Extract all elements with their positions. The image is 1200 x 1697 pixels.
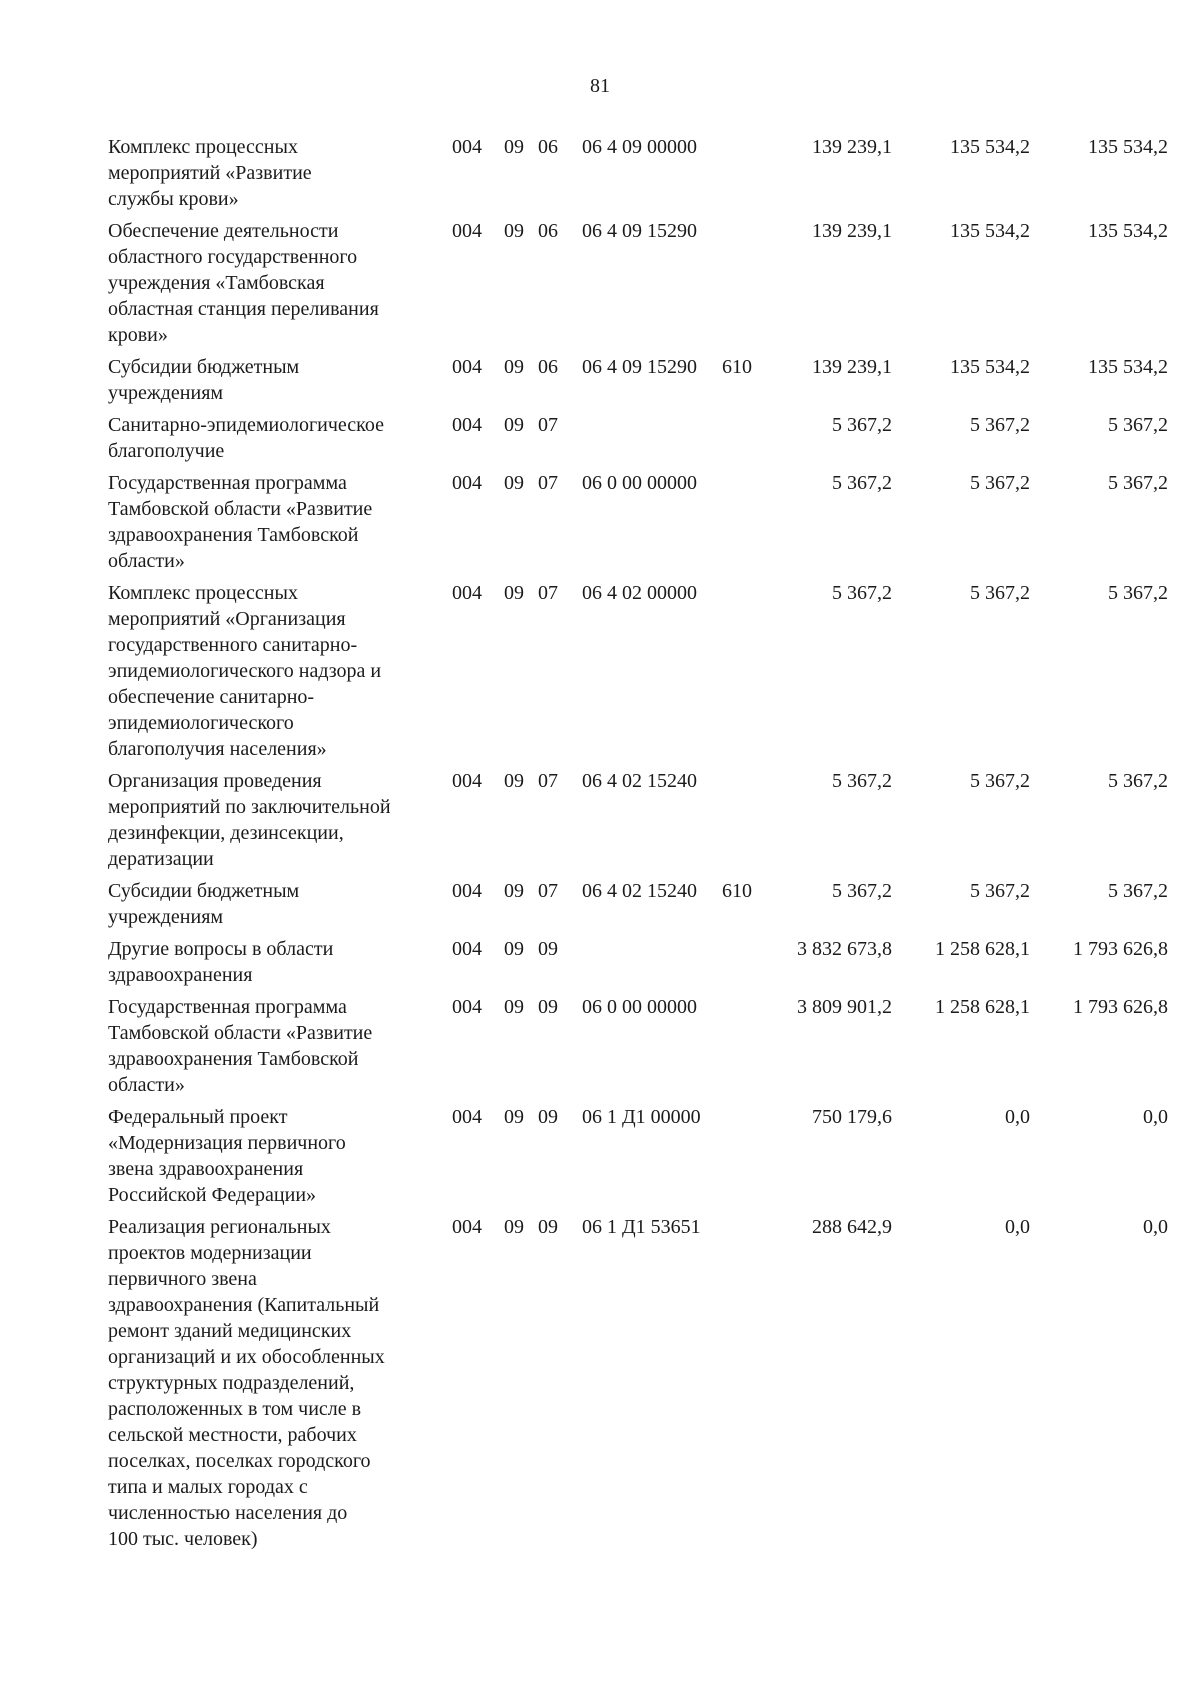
row-target-article: 06 1 Д1 53651 <box>582 1216 701 1238</box>
row-amount-3: 135 534,2 <box>1088 356 1168 378</box>
row-grbs-code: 004 <box>452 770 482 792</box>
row-amount-2: 1 258 628,1 <box>935 938 1030 960</box>
row-target-article: 06 4 09 00000 <box>582 136 697 158</box>
row-amount-1: 3 809 901,2 <box>797 996 892 1018</box>
table-row <box>108 1214 1188 1552</box>
table-row <box>108 134 1188 212</box>
row-amount-1: 139 239,1 <box>812 220 892 242</box>
row-amount-3: 5 367,2 <box>1108 414 1168 436</box>
row-amount-2: 135 534,2 <box>950 356 1030 378</box>
row-amount-3: 1 793 626,8 <box>1073 938 1168 960</box>
budget-table <box>108 134 1188 1558</box>
row-grbs-code: 004 <box>452 472 482 494</box>
row-amount-3: 5 367,2 <box>1108 472 1168 494</box>
row-name: Обеспечение деятельности областного государственного учреждения «Тамбовская областная станция переливания крови» <box>108 220 379 346</box>
row-section-code: 09 <box>504 414 524 436</box>
row-section-code: 09 <box>504 996 524 1018</box>
row-subsection-code: 09 <box>538 996 558 1018</box>
row-subsection-code: 06 <box>538 136 558 158</box>
row-subsection-code: 09 <box>538 1106 558 1128</box>
row-section-code: 09 <box>504 582 524 604</box>
row-amount-2: 5 367,2 <box>970 770 1030 792</box>
table-row <box>108 354 1188 406</box>
row-subsection-code: 07 <box>538 414 558 436</box>
row-section-code: 09 <box>504 938 524 960</box>
table-row <box>108 1104 1188 1208</box>
row-grbs-code: 004 <box>452 996 482 1018</box>
row-amount-1: 288 642,9 <box>812 1216 892 1238</box>
row-amount-3: 0,0 <box>1143 1106 1168 1128</box>
table-row <box>108 768 1188 872</box>
row-amount-2: 0,0 <box>1005 1106 1030 1128</box>
row-amount-3: 5 367,2 <box>1108 880 1168 902</box>
table-row <box>108 994 1188 1098</box>
row-section-code: 09 <box>504 472 524 494</box>
row-amount-3: 5 367,2 <box>1108 770 1168 792</box>
row-amount-1: 139 239,1 <box>812 356 892 378</box>
row-amount-3: 0,0 <box>1143 1216 1168 1238</box>
row-name: Комплекс процессных мероприятий «Развитие службы крови» <box>108 136 312 210</box>
row-subsection-code: 07 <box>538 880 558 902</box>
row-amount-2: 5 367,2 <box>970 880 1030 902</box>
row-amount-1: 5 367,2 <box>832 770 892 792</box>
table-row <box>108 470 1188 574</box>
row-name: Организация проведения мероприятий по заключительной дезинфекции, дезинсекции, дератизации <box>108 770 391 870</box>
row-subsection-code: 09 <box>538 938 558 960</box>
row-target-article: 06 1 Д1 00000 <box>582 1106 701 1128</box>
row-amount-1: 5 367,2 <box>832 414 892 436</box>
table-row <box>108 412 1188 464</box>
row-section-code: 09 <box>504 356 524 378</box>
row-amount-2: 135 534,2 <box>950 136 1030 158</box>
row-subsection-code: 09 <box>538 1216 558 1238</box>
row-subsection-code: 07 <box>538 472 558 494</box>
table-row <box>108 878 1188 930</box>
row-name: Санитарно-эпидемиологическое благополучие <box>108 414 385 462</box>
row-grbs-code: 004 <box>452 1216 482 1238</box>
row-expense-type: 610 <box>722 356 752 378</box>
row-grbs-code: 004 <box>452 938 482 960</box>
row-amount-2: 5 367,2 <box>970 414 1030 436</box>
row-amount-2: 5 367,2 <box>970 582 1030 604</box>
row-section-code: 09 <box>504 1216 524 1238</box>
row-target-article: 06 0 00 00000 <box>582 472 697 494</box>
table-row <box>108 218 1188 348</box>
row-section-code: 09 <box>504 1106 524 1128</box>
row-amount-1: 3 832 673,8 <box>797 938 892 960</box>
row-name: Государственная программа Тамбовской области «Развитие здравоохранения Тамбовской области» <box>108 472 373 572</box>
row-amount-3: 135 534,2 <box>1088 220 1168 242</box>
table-row <box>108 580 1188 762</box>
row-name: Реализация региональных проектов модернизации первичного звена здравоохранения (Капитальный ремонт зданий медицинских организаций и их обособленных структурных подразделений, расположенных в том числе в сельской местности, рабочих поселках, поселках городского типа и малых городах с численностью населения до 100 тыс. человек) <box>108 1216 385 1550</box>
row-section-code: 09 <box>504 220 524 242</box>
row-section-code: 09 <box>504 880 524 902</box>
row-amount-1: 5 367,2 <box>832 472 892 494</box>
row-subsection-code: 06 <box>538 220 558 242</box>
row-grbs-code: 004 <box>452 136 482 158</box>
row-amount-3: 5 367,2 <box>1108 582 1168 604</box>
row-section-code: 09 <box>504 136 524 158</box>
row-target-article: 06 0 00 00000 <box>582 996 697 1018</box>
row-subsection-code: 07 <box>538 582 558 604</box>
row-amount-2: 1 258 628,1 <box>935 996 1030 1018</box>
row-amount-1: 5 367,2 <box>832 880 892 902</box>
row-name: Субсидии бюджетным учреждениям <box>108 356 300 404</box>
row-amount-3: 135 534,2 <box>1088 136 1168 158</box>
row-target-article: 06 4 02 15240 <box>582 770 697 792</box>
table-row <box>108 936 1188 988</box>
row-grbs-code: 004 <box>452 220 482 242</box>
row-grbs-code: 004 <box>452 1106 482 1128</box>
row-amount-2: 0,0 <box>1005 1216 1030 1238</box>
page-number: 81 <box>590 75 610 97</box>
row-amount-1: 139 239,1 <box>812 136 892 158</box>
row-subsection-code: 07 <box>538 770 558 792</box>
row-grbs-code: 004 <box>452 582 482 604</box>
row-target-article: 06 4 09 15290 <box>582 356 697 378</box>
row-amount-2: 5 367,2 <box>970 472 1030 494</box>
row-grbs-code: 004 <box>452 880 482 902</box>
row-section-code: 09 <box>504 770 524 792</box>
row-grbs-code: 004 <box>452 414 482 436</box>
row-target-article: 06 4 09 15290 <box>582 220 697 242</box>
row-subsection-code: 06 <box>538 356 558 378</box>
row-amount-1: 5 367,2 <box>832 582 892 604</box>
row-name: Другие вопросы в области здравоохранения <box>108 938 334 986</box>
row-target-article: 06 4 02 00000 <box>582 582 697 604</box>
row-target-article: 06 4 02 15240 <box>582 880 697 902</box>
row-name: Федеральный проект «Модернизация первичного звена здравоохранения Российской Федерации» <box>108 1106 346 1206</box>
row-amount-2: 135 534,2 <box>950 220 1030 242</box>
row-grbs-code: 004 <box>452 356 482 378</box>
row-name: Государственная программа Тамбовской области «Развитие здравоохранения Тамбовской области» <box>108 996 373 1096</box>
row-name: Субсидии бюджетным учреждениям <box>108 880 300 928</box>
row-amount-3: 1 793 626,8 <box>1073 996 1168 1018</box>
row-amount-1: 750 179,6 <box>812 1106 892 1128</box>
row-expense-type: 610 <box>722 880 752 902</box>
row-name: Комплекс процессных мероприятий «Организация государственного санитарно- эпидемиологического надзора и обеспечение санитарно- эпидемиологического благополучия населения» <box>108 582 382 760</box>
